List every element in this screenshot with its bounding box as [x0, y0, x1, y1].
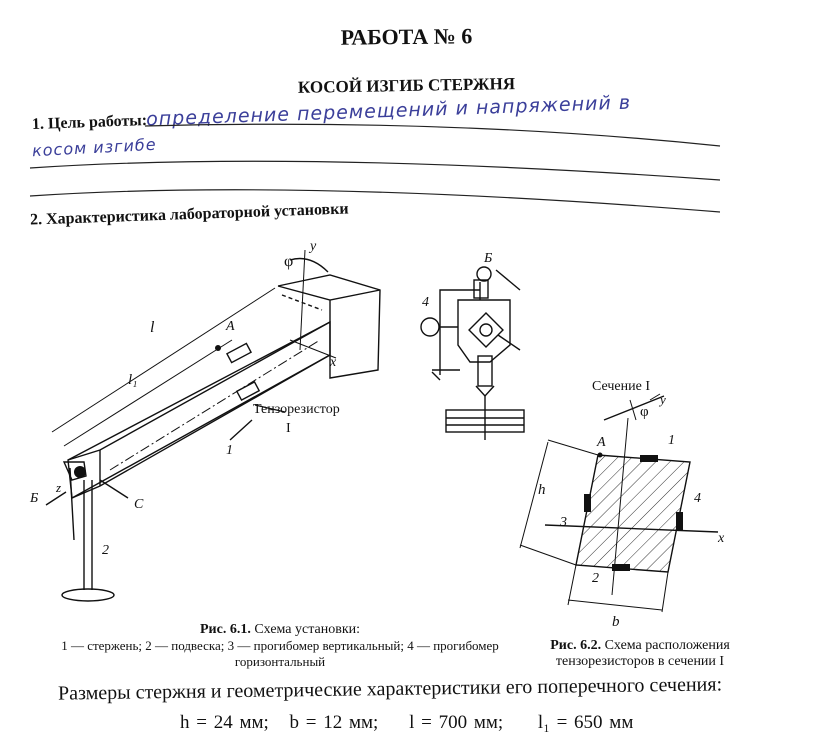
dim-b: b = 12 мм;: [289, 712, 379, 733]
section-label-1: 1: [668, 433, 675, 448]
figure1-legend-line2: горизонтальный: [234, 654, 326, 669]
figure2-caption-line1: Схема расположения: [604, 638, 730, 653]
beam-diagram: [46, 250, 380, 601]
cross-section-diagram: [520, 394, 718, 612]
label-1: 1: [226, 443, 233, 458]
gauge-label-4: 4: [422, 295, 429, 310]
dimensions-intro: Размеры стержня и геометрические характеристики его поперечного сечения:: [57, 673, 723, 705]
dim-h: h = 24 мм;: [180, 712, 269, 733]
label-z: z: [56, 480, 62, 495]
figure2-caption-number: Рис. 6.2.: [550, 638, 602, 653]
label-c: C: [134, 497, 144, 512]
setup-heading: 2. Характеристика лабораторной установки: [29, 200, 349, 229]
label-phi: φ: [284, 253, 294, 270]
section-label-a: A: [597, 435, 606, 450]
section-label-h: h: [538, 482, 546, 498]
work-subtitle: КОСОЙ ИЗГИБ СТЕРЖНЯ: [297, 74, 516, 97]
goal-handwritten-line1: определение перемещений и напряжений в: [145, 91, 632, 131]
gauge-label-b: Б: [484, 251, 493, 266]
figure2-caption: [520, 638, 760, 670]
strain-gauge-3: [584, 494, 591, 512]
label-y: y: [310, 239, 317, 254]
answer-lines: [30, 124, 720, 212]
strain-gauge-2: [612, 564, 630, 571]
label-x: x: [330, 355, 337, 370]
gauge-scheme-diagram: [421, 267, 524, 440]
goal-label: 1. Цель работы:: [31, 111, 148, 134]
work-title: РАБОТА № 6: [340, 23, 473, 50]
goal-handwritten-line2: косом изгибе: [31, 134, 158, 161]
section-label-2: 2: [592, 571, 599, 586]
section-label-4: 4: [694, 491, 701, 506]
label-strain-gauge: Тензорезистор: [253, 402, 340, 417]
label-l: l: [150, 319, 155, 336]
section-point-a: [598, 453, 603, 458]
label-b-cyr: Б: [30, 491, 39, 506]
figure1-caption: [20, 622, 540, 670]
strain-gauge-4: [676, 512, 683, 530]
point-a-marker: [215, 345, 221, 351]
section-title: Сечение I: [592, 379, 650, 394]
label-2: 2: [102, 543, 109, 558]
section-label-phi: φ: [640, 404, 649, 420]
section-label-3: 3: [560, 515, 567, 530]
section-label-b: b: [612, 614, 620, 630]
suspension-knob: [74, 466, 86, 478]
dim-l1: l₁ = 650 мм: [537, 712, 634, 733]
label-a: A: [226, 319, 235, 334]
figure1-caption-text: Схема установки:: [254, 622, 361, 637]
section-label-x: x: [718, 531, 725, 546]
figure2-caption-line2: тензорезисторов в сечении I: [555, 654, 725, 669]
strain-gauge-1: [640, 455, 658, 462]
dimensions-values: [180, 712, 633, 734]
label-section-i: I: [286, 421, 291, 436]
label-l1: l₁: [128, 372, 138, 388]
figure1-caption-number: Рис. 6.1.: [199, 622, 251, 637]
dim-l: l = 700 мм;: [409, 712, 504, 733]
figure1-legend-line1: 1 — стержень; 2 — подвеска; 3 — прогибомер вертикальный; 4 — прогибомер: [61, 638, 499, 653]
section-label-y: y: [660, 392, 666, 407]
